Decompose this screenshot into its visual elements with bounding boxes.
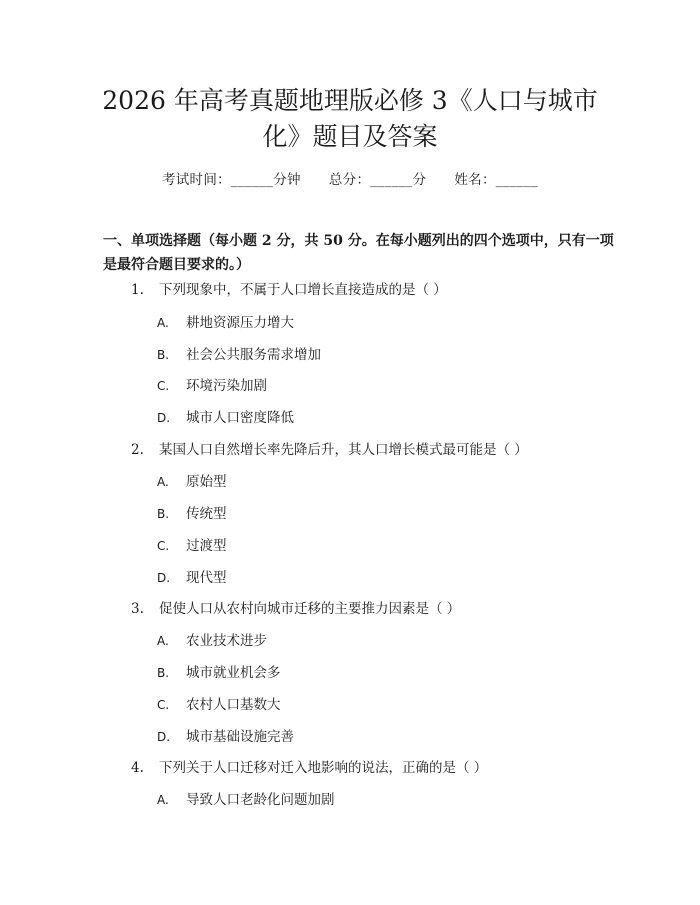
question-text: 某国人口自然增长率先降后升，其人口增长模式最可能是（ ） <box>159 442 528 458</box>
option-text: 社会公共服务需求增加 <box>186 347 321 363</box>
option-text: 耕地资源压力增大 <box>186 315 294 331</box>
option-label: B. <box>157 507 170 521</box>
option-label: C. <box>157 539 170 553</box>
question-text: 促使人口从农村向城市迁移的主要推力因素是（ ） <box>159 601 461 617</box>
option-label: D. <box>157 411 171 425</box>
student-name-field: 姓名：______ <box>454 172 539 188</box>
question-number: 3. <box>131 601 144 617</box>
question-text: 下列关于人口迁移对迁入地影响的说法，正确的是（ ） <box>159 760 488 776</box>
section-heading-line-1: 一、单项选择题（每小题 2 分，共 50 分。在每小题列出的四个选项中，只有一项 <box>103 233 614 249</box>
exam-meta <box>0 168 700 188</box>
option-text: 农业技术进步 <box>186 633 267 649</box>
question-text: 下列现象中，不属于人口增长直接造成的是（ ） <box>159 282 447 298</box>
option-text: 原始型 <box>186 474 227 490</box>
exam-title-line-1: 2026 年高考真题地理版必修 3《人口与城市 <box>102 86 598 115</box>
total-score-field: 总分：______分 <box>328 172 427 188</box>
option-text: 传统型 <box>186 506 227 522</box>
option-label: A. <box>157 634 169 648</box>
option-label: A. <box>157 793 169 807</box>
option-text: 现代型 <box>186 570 227 586</box>
option-label: A. <box>157 316 169 330</box>
option-text: 导致人口老龄化问题加剧 <box>186 792 335 808</box>
section-heading-line-2: 是最符合题目要求的。） <box>103 257 250 273</box>
option-label: B. <box>157 348 170 362</box>
option-text: 过渡型 <box>186 538 227 554</box>
exam-title-line-2: 化》题目及答案 <box>262 122 438 151</box>
exam-time-field: 考试时间：______分钟 <box>161 172 301 188</box>
option-label: C. <box>157 698 170 712</box>
option-label: A. <box>157 475 169 489</box>
option-text: 城市人口密度降低 <box>186 410 294 426</box>
option-text: 环境污染加剧 <box>186 378 267 394</box>
option-label: C. <box>157 379 170 393</box>
option-text: 城市基础设施完善 <box>186 729 294 745</box>
question-number: 4. <box>131 760 144 776</box>
option-label: B. <box>157 666 170 680</box>
option-label: D. <box>157 730 171 744</box>
option-label: D. <box>157 571 171 585</box>
option-text: 城市就业机会多 <box>186 665 281 681</box>
question-number: 2. <box>131 442 144 458</box>
option-text: 农村人口基数大 <box>186 697 281 713</box>
question-number: 1. <box>131 282 144 298</box>
